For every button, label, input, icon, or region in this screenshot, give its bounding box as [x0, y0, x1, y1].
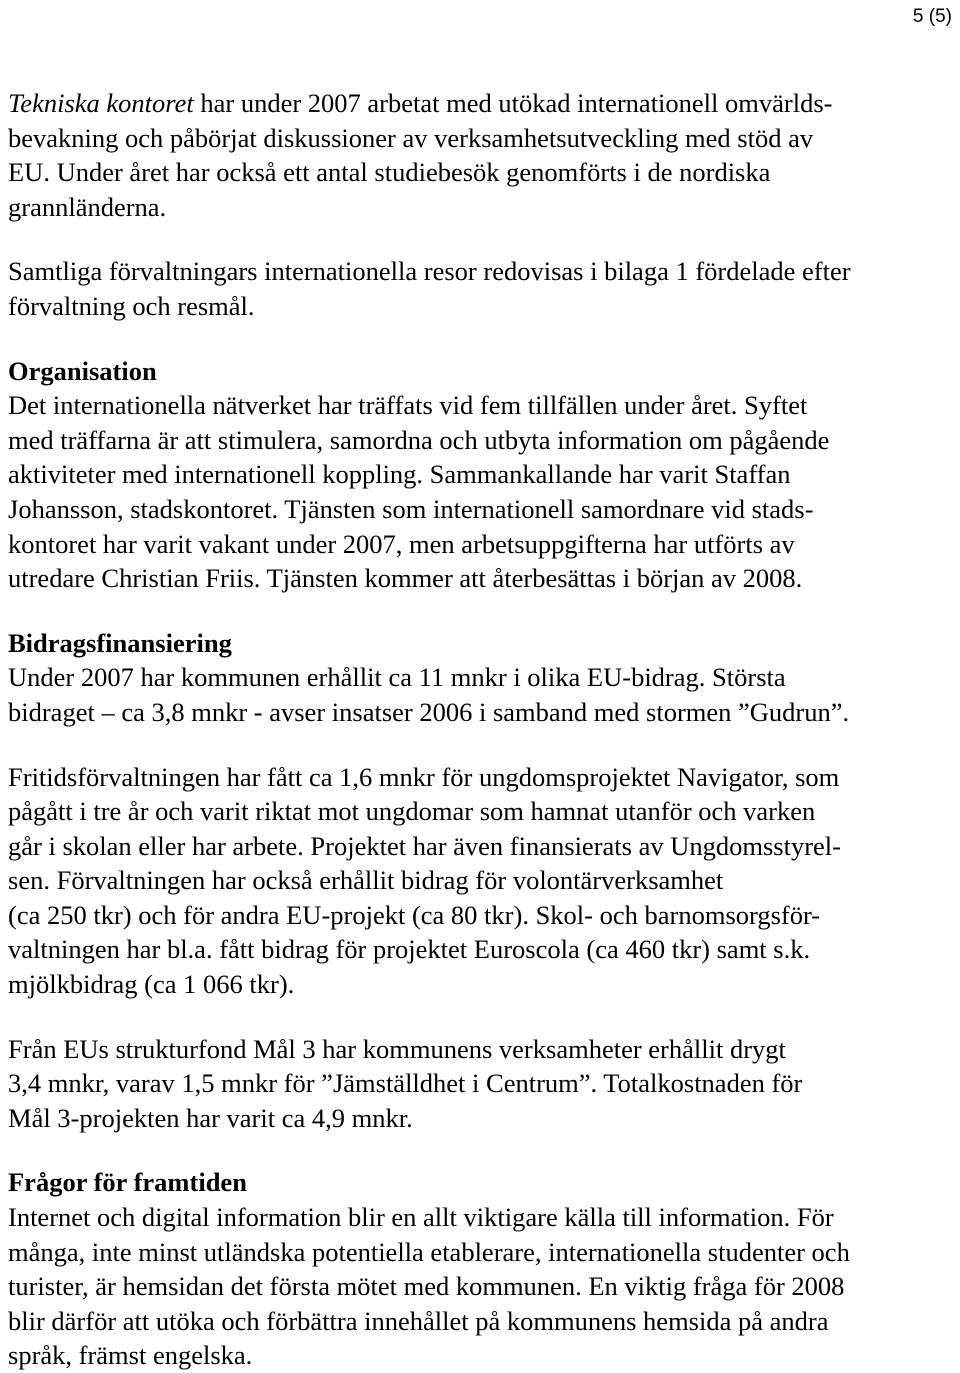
paragraph-gap	[8, 1135, 958, 1165]
paragraph-line: går i skolan eller har arbete. Projektet har även finansierats av Ungdomsstyrel-	[8, 830, 841, 861]
paragraph-line: 3,4 mnkr, varav 1,5 mnkr för ”Jämställdhet i Centrum”. Totalkostnaden för	[8, 1068, 803, 1099]
paragraph-line: språk, främst engelska.	[8, 1340, 253, 1371]
paragraph-line: turister, är hemsidan det första mötet med kommunen. En viktig fråga för 2008	[8, 1271, 845, 1302]
section-bidragsfinansiering	[8, 626, 958, 730]
section-heading-bidragsfinansiering: Bidragsfinansiering	[8, 627, 232, 658]
paragraph-line: Under 2007 har kommunen erhållit ca 11 mnkr i olika EU-bidrag. Största	[8, 662, 786, 693]
paragraph-line: Det internationella nätverket har träffats vid fem tillfällen under året. Syftet	[8, 390, 808, 421]
paragraph-line: valtningen har bl.a. fått bidrag för projektet Euroscola (ca 460 tkr) samt s.k.	[8, 934, 811, 965]
paragraph-line: förvaltning och resmål.	[8, 290, 255, 321]
paragraph-line: blir därför att utöka och förbättra innehållet på kommunens hemsida på andra	[8, 1305, 829, 1336]
paragraph-line: kontoret har varit vakant under 2007, men arbetsuppgifterna har utförts av	[8, 528, 795, 559]
paragraph-line: Från EUs strukturfond Mål 3 har kommunens verksamheter erhållit drygt	[8, 1033, 786, 1064]
emphasis-tekniska-kontoret: Tekniska kontoret	[8, 88, 194, 118]
paragraph-gap	[8, 324, 958, 354]
paragraph-line: sen. Förvaltningen har också erhållit bidrag för volontärverksamhet	[8, 865, 724, 896]
section-heading-fragor-for-framtiden: Frågor för framtiden	[8, 1167, 247, 1198]
section-organisation	[8, 354, 958, 596]
document-body	[8, 86, 958, 1373]
section-fragor-for-framtiden	[8, 1165, 958, 1373]
paragraph-gap	[8, 730, 958, 760]
paragraph-line: Johansson, stadskontoret. Tjänsten som internationell samordnare vid stads-	[8, 493, 814, 524]
paragraph-gap	[8, 596, 958, 626]
page-number: 5 (5)	[912, 6, 952, 27]
paragraph-resor	[8, 254, 958, 323]
paragraph-gap	[8, 224, 958, 254]
paragraph-line: bidraget – ca 3,8 mnkr - avser insatser 2006 i samband med stormen ”Gudrun”.	[8, 696, 850, 727]
paragraph-line: Samtliga förvaltningars internationella resor redovisas i bilaga 1 fördelade efter	[8, 256, 851, 287]
paragraph-line: bevakning och påbörjat diskussioner av verksamhetsutveckling med stöd av	[8, 122, 814, 153]
paragraph-line: grannländerna.	[8, 191, 167, 222]
paragraph-line: aktiviteter med internationell koppling. Sammankallande har varit Staffan	[8, 459, 791, 490]
paragraph-gap	[8, 1002, 958, 1032]
paragraph-line: Internet och digital information blir en allt viktigare källa till information. För	[8, 1202, 834, 1233]
paragraph-line: Fritidsförvaltningen har fått ca 1,6 mnkr för ungdomsprojektet Navigator, som	[8, 761, 840, 792]
paragraph-line: mjölkbidrag (ca 1 066 tkr).	[8, 969, 295, 1000]
paragraph-line: (ca 250 tkr) och för andra EU-projekt (ca 80 tkr). Skol- och barnomsorgsför-	[8, 899, 821, 930]
paragraph-line: EU. Under året har också ett antal studiebesök genomförts i de nordiska	[8, 157, 771, 188]
section-heading-organisation: Organisation	[8, 355, 157, 386]
paragraph-line: pågått i tre år och varit riktat mot ungdomar som hamnat utanför och varken	[8, 796, 816, 827]
paragraph-line: med träffarna är att stimulera, samordna och utbyta information om pågående	[8, 424, 830, 455]
paragraph-tekniska-kontoret	[8, 86, 958, 224]
paragraph-line-text: har under 2007 arbetat med utökad internationell omvärlds-	[193, 88, 833, 118]
paragraph-strukturfond	[8, 1032, 958, 1136]
paragraph-line	[8, 86, 958, 121]
paragraph-line: utredare Christian Friis. Tjänsten kommer att återbesättas i början av 2008.	[8, 563, 803, 594]
paragraph-fritidsforvaltningen	[8, 760, 958, 1002]
paragraph-line: Mål 3-projekten har varit ca 4,9 mnkr.	[8, 1102, 413, 1133]
paragraph-line: många, inte minst utländska potentiella etablerare, internationella studenter och	[8, 1236, 850, 1267]
